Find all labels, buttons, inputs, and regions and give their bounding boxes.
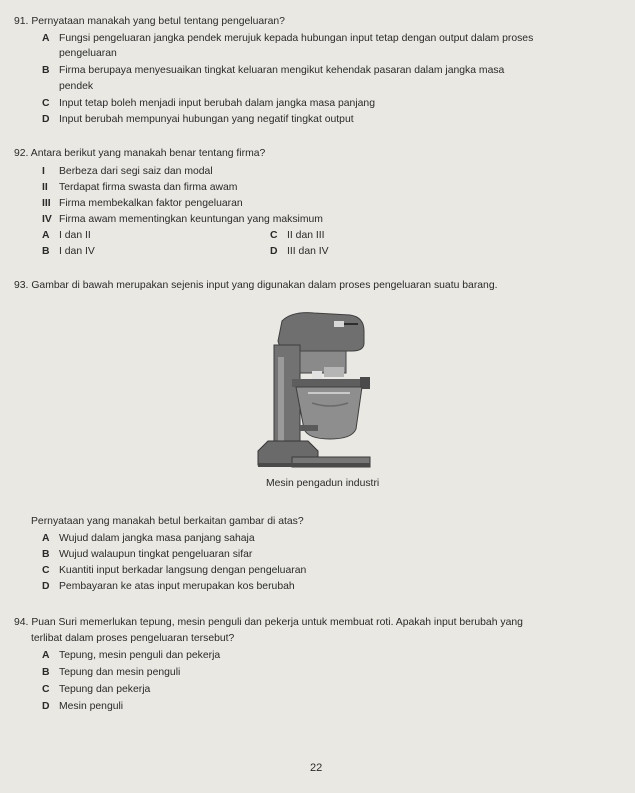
option-c: C Input tetap boleh menjadi input berubah dalam jangka masa panjang xyxy=(42,98,375,109)
question-text: Antara berikut yang manakah benar tentang firma? xyxy=(30,148,266,159)
option-c: C Tepung dan pekerja xyxy=(42,684,151,695)
question-94-continued: terlibat dalam proses pengeluaran tersebut? xyxy=(31,633,235,644)
question-92 xyxy=(14,148,265,159)
option-d: D Input berubah mempunyai hubungan yang negatif tingkat output xyxy=(42,114,354,125)
option-c: C II dan III xyxy=(270,230,325,241)
option-b: B Wujud walaupun tingkat pengeluaran sifar xyxy=(42,549,253,560)
statement-ii: II Terdapat firma swasta dan firma awam xyxy=(42,182,238,193)
question-text: Pernyataan manakah yang betul tentang pengeluaran? xyxy=(31,16,285,27)
option-b-continued: pendek xyxy=(59,81,94,92)
question-number: 92. xyxy=(14,148,29,159)
question-number: 91. xyxy=(14,16,29,27)
mixer-machine-image xyxy=(252,307,382,473)
statement-i: I Berbeza dari segi saiz dan modal xyxy=(42,166,213,177)
question-text: Gambar di bawah merupakan sejenis input yang digunakan dalam proses pengeluaran suatu barang. xyxy=(31,280,498,291)
option-b: B Tepung dan mesin penguli xyxy=(42,667,181,678)
question-text: Puan Suri memerlukan tepung, mesin penguli dan pekerja untuk membuat roti. Apakah input berubah yang xyxy=(31,617,523,628)
option-c: C Kuantiti input berkadar langsung dengan pengeluaran xyxy=(42,565,307,576)
option-b: B Firma berupaya menyesuaikan tingkat keluaran mengikut kehendak pasaran dalam jangka masa xyxy=(42,65,505,76)
question-93 xyxy=(14,280,498,291)
question-94 xyxy=(14,617,523,628)
question-number: 93. xyxy=(14,280,29,291)
statement-iv: IV Firma awam mementingkan keuntungan yang maksimum xyxy=(42,214,323,225)
question-91 xyxy=(14,16,285,27)
option-a: A I dan II xyxy=(42,230,91,241)
option-d: D Pembayaran ke atas input merupakan kos berubah xyxy=(42,581,295,592)
option-a: A Tepung, mesin penguli dan pekerja xyxy=(42,650,221,661)
page-number: 22 xyxy=(310,762,323,774)
option-a-continued: pengeluaran xyxy=(59,48,117,59)
option-b: B I dan IV xyxy=(42,246,95,257)
option-a: A Wujud dalam jangka masa panjang sahaja xyxy=(42,533,255,544)
option-d: D III dan IV xyxy=(270,246,329,257)
statement-iii: III Firma membekalkan faktor pengeluaran xyxy=(42,198,243,209)
figure-caption: Mesin pengadun industri xyxy=(266,478,380,489)
question-number: 94. xyxy=(14,617,29,628)
question-93-prompt: Pernyataan yang manakah betul berkaitan gambar di atas? xyxy=(31,516,304,527)
option-a: A Fungsi pengeluaran jangka pendek merujuk kepada hubungan input tetap dengan output dalam proses xyxy=(42,33,534,44)
option-d: D Mesin penguli xyxy=(42,701,124,712)
